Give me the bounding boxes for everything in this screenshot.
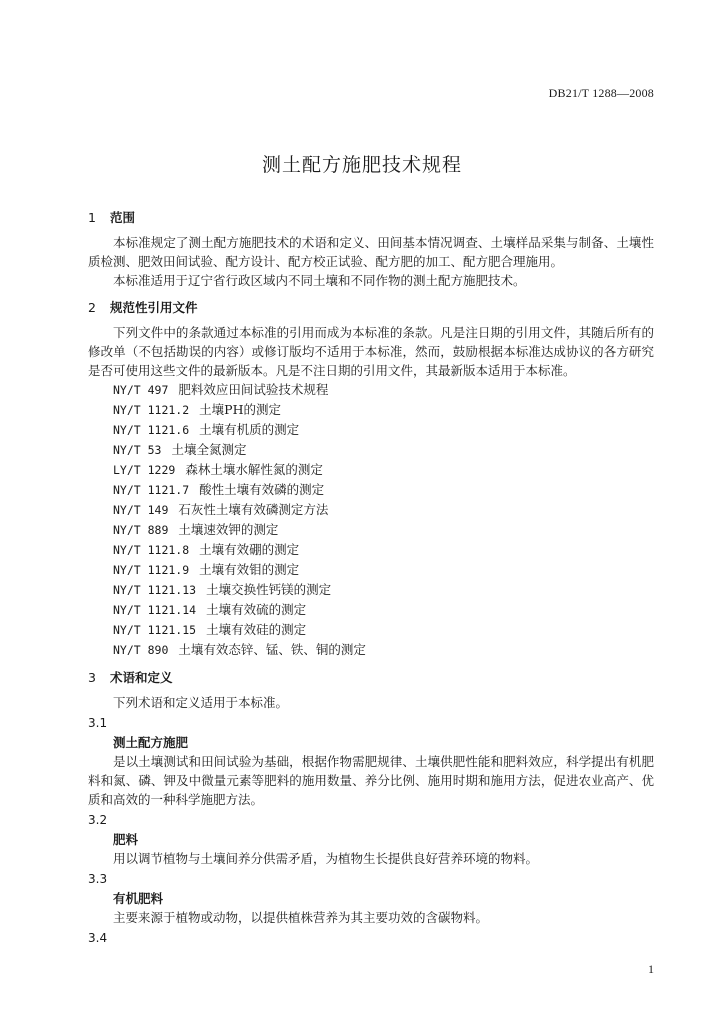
reference-code: NY/T 149 xyxy=(113,503,169,517)
reference-item xyxy=(88,420,654,440)
term-definition: 主要来源于植物或动物，以提供植株营养为其主要功效的含碳物料。 xyxy=(113,910,489,925)
reference-title: 土壤有效态锌、锰、铁、铜的测定 xyxy=(178,642,366,657)
reference-code: LY/T 1229 xyxy=(113,463,176,477)
term-number: 3.3 xyxy=(88,872,108,886)
reference-list xyxy=(88,380,654,660)
section-terms-definitions xyxy=(88,668,654,948)
reference-title: 土壤有效硫的测定 xyxy=(206,602,307,617)
reference-code: NY/T 53 xyxy=(113,443,162,457)
paragraph: 本标准适用于辽宁省行政区域内不同土壤和不同作物的测土配方施肥技术。 xyxy=(113,273,526,288)
section-number: 3 xyxy=(88,670,96,685)
term-name: 肥料 xyxy=(113,832,139,847)
section-title: 范围 xyxy=(110,210,136,225)
reference-title: 土壤有机质的测定 xyxy=(199,422,300,437)
term-name: 测土配方施肥 xyxy=(113,735,189,750)
reference-code: NY/T 1121.9 xyxy=(113,563,190,577)
reference-code: NY/T 1121.6 xyxy=(113,423,190,437)
reference-title: 土壤速效钾的测定 xyxy=(178,522,279,537)
reference-code: NY/T 1121.15 xyxy=(113,623,197,637)
reference-item xyxy=(88,520,654,540)
section-title: 规范性引用文件 xyxy=(110,300,198,315)
section-heading xyxy=(88,298,654,317)
reference-title: 酸性土壤有效磷的测定 xyxy=(199,482,325,497)
reference-title: 土壤全氮测定 xyxy=(171,442,247,457)
term-number: 3.4 xyxy=(88,931,108,945)
term-definition: 用以调节植物与土壤间养分供需矛盾，为植物生长提供良好营养环境的物料。 xyxy=(113,851,539,866)
reference-item xyxy=(88,540,654,560)
document-title: 测土配方施肥技术规程 xyxy=(261,154,462,176)
reference-title: 土壤PH的测定 xyxy=(199,402,281,417)
section-title: 术语和定义 xyxy=(110,670,173,685)
reference-item xyxy=(88,380,654,400)
page-number: 1 xyxy=(648,962,654,976)
reference-code: NY/T 1121.8 xyxy=(113,543,190,557)
reference-item xyxy=(88,440,654,460)
reference-title: 土壤有效钼的测定 xyxy=(199,562,300,577)
reference-item xyxy=(88,640,654,660)
reference-item xyxy=(88,500,654,520)
reference-title: 森林土壤水解性氮的测定 xyxy=(185,462,323,477)
reference-title: 土壤有效硅的测定 xyxy=(206,622,307,637)
reference-item xyxy=(88,460,654,480)
reference-title: 土壤有效硼的测定 xyxy=(199,542,300,557)
section-heading xyxy=(88,668,654,687)
term-number: 3.2 xyxy=(88,813,108,827)
reference-title: 石灰性土壤有效磷测定方法 xyxy=(178,502,329,517)
reference-code: NY/T 1121.7 xyxy=(113,483,190,497)
reference-code: NY/T 1121.13 xyxy=(113,583,197,597)
section-scope xyxy=(88,208,654,290)
term-number: 3.1 xyxy=(88,716,108,730)
paragraph: 下列术语和定义适用于本标准。 xyxy=(113,695,289,710)
paragraph: 下列文件中的条款通过本标准的引用而成为本标准的条款。凡是注日期的引用文件，其随后所有的修改单（不包括勘误的内容）或修订版均不适用于本标准，然而，鼓励根据本标准达成协议的各方研究是否可使用这些文件的最新版本。凡是不注日期的引用文件，其最新版本适用于本标准。 xyxy=(88,325,654,378)
reference-item xyxy=(88,620,654,640)
section-number: 1 xyxy=(88,210,96,225)
reference-code: NY/T 1121.14 xyxy=(113,603,197,617)
reference-code: NY/T 889 xyxy=(113,523,169,537)
section-number: 2 xyxy=(88,300,96,315)
reference-item xyxy=(88,400,654,420)
reference-code: NY/T 1121.2 xyxy=(113,403,190,417)
document-body xyxy=(88,208,654,956)
reference-code: NY/T 890 xyxy=(113,643,169,657)
section-normative-references xyxy=(88,298,654,660)
paragraph: 本标准规定了测土配方施肥技术的术语和定义、田间基本情况调查、土壤样品采集与制备、土壤性质检测、肥效田间试验、配方设计、配方校正试验、配方肥的加工、配方肥合理施用。 xyxy=(88,235,654,269)
section-heading xyxy=(88,208,654,227)
standard-code: DB21/T 1288—2008 xyxy=(548,86,654,100)
reference-title: 土壤交换性钙镁的测定 xyxy=(206,582,332,597)
reference-item xyxy=(88,480,654,500)
reference-code: NY/T 497 xyxy=(113,383,169,397)
term-definition: 是以土壤测试和田间试验为基础，根据作物需肥规律、土壤供肥性能和肥料效应，科学提出有机肥料和氮、磷、钾及中微量元素等肥料的施用数量、养分比例、施用时期和施用方法，促进农业高产、优质和高效的一种科学施肥方法。 xyxy=(88,754,654,807)
reference-title: 肥料效应田间试验技术规程 xyxy=(178,382,329,397)
term-name: 有机肥料 xyxy=(113,891,164,906)
reference-item xyxy=(88,580,654,600)
reference-item xyxy=(88,600,654,620)
reference-item xyxy=(88,560,654,580)
